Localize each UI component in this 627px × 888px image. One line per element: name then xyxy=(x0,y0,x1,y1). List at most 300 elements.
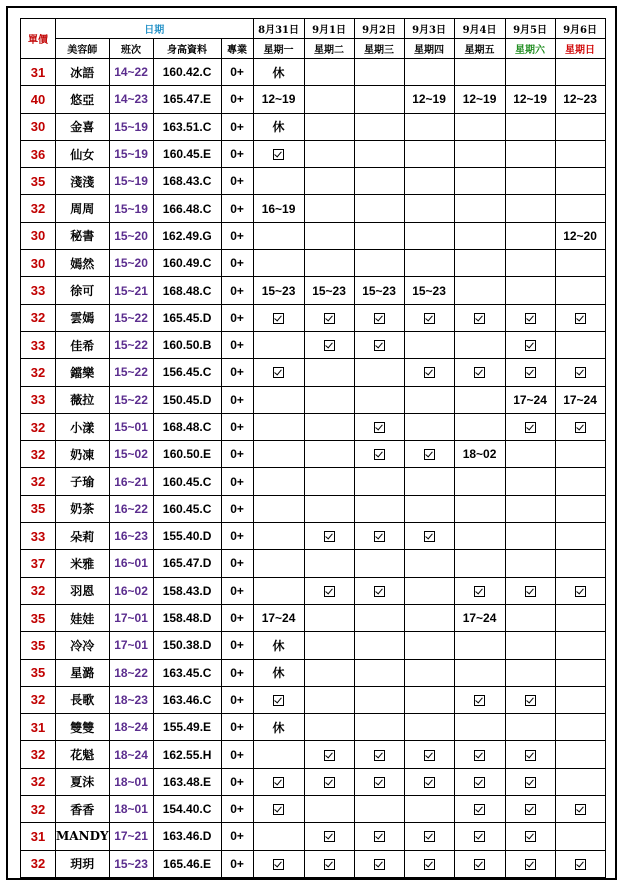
price-cell: 33 xyxy=(21,331,56,358)
schedule-cell xyxy=(304,250,354,277)
schedule-cell xyxy=(304,59,354,86)
profile-cell: 165.47.E xyxy=(153,86,221,113)
schedule-cell-checked xyxy=(304,331,354,358)
schedule-cell xyxy=(454,250,505,277)
beautician-name: 長歌 xyxy=(56,686,110,713)
table-row xyxy=(21,413,606,440)
schedule-cell xyxy=(505,495,555,522)
schedule-cell xyxy=(404,331,454,358)
schedule-cell: 15~23 xyxy=(304,277,354,304)
schedule-cell xyxy=(354,796,404,823)
schedule-cell xyxy=(505,222,555,249)
schedule-cell: 16~19 xyxy=(253,195,304,222)
schedule-cell xyxy=(555,113,605,140)
schedule-cell xyxy=(304,386,354,413)
schedule-cell xyxy=(404,632,454,659)
schedule-cell-checked xyxy=(404,768,454,795)
beautician-name: 淺淺 xyxy=(56,168,110,195)
checkbox-checked-icon xyxy=(525,695,536,706)
checkbox-checked-icon xyxy=(474,367,485,378)
schedule-cell xyxy=(253,823,304,850)
shift-cell: 15~22 xyxy=(109,359,153,386)
weekday-header: 星期三 xyxy=(354,39,404,59)
shift-cell: 15~19 xyxy=(109,195,153,222)
schedule-cell xyxy=(253,250,304,277)
schedule-cell xyxy=(354,659,404,686)
schedule-cell xyxy=(505,468,555,495)
beautician-name: 子瑜 xyxy=(56,468,110,495)
schedule-cell-checked xyxy=(505,413,555,440)
beautician-name: 嫣然 xyxy=(56,250,110,277)
checkbox-checked-icon xyxy=(374,313,385,324)
schedule-cell xyxy=(253,222,304,249)
specialty-cell: 0+ xyxy=(221,222,253,249)
specialty-cell: 0+ xyxy=(221,59,253,86)
price-cell: 35 xyxy=(21,168,56,195)
schedule-cell xyxy=(404,686,454,713)
schedule-cell: 休 xyxy=(253,714,304,741)
beautician-name: 雙雙 xyxy=(56,714,110,741)
schedule-cell-checked xyxy=(304,577,354,604)
table-row xyxy=(21,168,606,195)
schedule-cell xyxy=(404,250,454,277)
schedule-cell: 12~20 xyxy=(555,222,605,249)
price-cell: 37 xyxy=(21,550,56,577)
weekday-header: 星期二 xyxy=(304,39,354,59)
schedule-cell-checked xyxy=(404,523,454,550)
shift-cell: 15~19 xyxy=(109,113,153,140)
schedule-cell xyxy=(505,441,555,468)
profile-header: 身高資料 xyxy=(153,39,221,59)
beautician-name: 玥玥 xyxy=(56,850,110,877)
schedule-cell xyxy=(505,659,555,686)
schedule-cell xyxy=(555,632,605,659)
specialty-cell: 0+ xyxy=(221,796,253,823)
schedule-cell xyxy=(354,386,404,413)
schedule-cell-checked xyxy=(555,413,605,440)
schedule-cell xyxy=(454,168,505,195)
checkbox-checked-icon xyxy=(525,586,536,597)
beautician-name: 朵莉 xyxy=(56,523,110,550)
schedule-cell xyxy=(304,441,354,468)
schedule-cell xyxy=(404,659,454,686)
checkbox-checked-icon xyxy=(374,531,385,542)
schedule-cell-checked xyxy=(253,359,304,386)
profile-cell: 156.45.C xyxy=(153,359,221,386)
specialty-cell: 0+ xyxy=(221,468,253,495)
schedule-cell xyxy=(354,140,404,167)
checkbox-checked-icon xyxy=(273,859,284,870)
shift-cell: 18~01 xyxy=(109,796,153,823)
beautician-name: 奶茶 xyxy=(56,495,110,522)
schedule-cell xyxy=(304,359,354,386)
price-cell: 33 xyxy=(21,277,56,304)
schedule-cell: 17~24 xyxy=(454,604,505,631)
checkbox-checked-icon xyxy=(525,804,536,815)
checkbox-checked-icon xyxy=(525,422,536,433)
schedule-cell xyxy=(454,222,505,249)
price-cell: 40 xyxy=(21,86,56,113)
checkbox-checked-icon xyxy=(575,859,586,870)
checkbox-checked-icon xyxy=(324,750,335,761)
checkbox-checked-icon xyxy=(575,804,586,815)
table-row xyxy=(21,195,606,222)
schedule-cell xyxy=(253,577,304,604)
date-col-header: 9月1日 xyxy=(304,19,354,39)
beautician-name: 佳希 xyxy=(56,331,110,358)
beautician-name: 秘書 xyxy=(56,222,110,249)
schedule-cell xyxy=(304,222,354,249)
shift-cell: 15~22 xyxy=(109,304,153,331)
schedule-cell xyxy=(454,659,505,686)
profile-cell: 160.45.C xyxy=(153,495,221,522)
schedule-cell-checked xyxy=(354,850,404,877)
checkbox-checked-icon xyxy=(575,422,586,433)
checkbox-checked-icon xyxy=(424,831,435,842)
beautician-name: 香香 xyxy=(56,796,110,823)
schedule-cell xyxy=(505,632,555,659)
shift-cell: 18~24 xyxy=(109,741,153,768)
price-cell: 32 xyxy=(21,304,56,331)
schedule-cell: 12~23 xyxy=(555,86,605,113)
price-cell: 33 xyxy=(21,523,56,550)
specialty-header: 專業 xyxy=(221,39,253,59)
schedule-cell xyxy=(555,523,605,550)
schedule-cell xyxy=(304,550,354,577)
schedule-cell-checked xyxy=(454,741,505,768)
schedule-cell xyxy=(555,686,605,713)
table-row xyxy=(21,304,606,331)
shift-cell: 17~21 xyxy=(109,823,153,850)
schedule-cell-checked xyxy=(555,796,605,823)
specialty-cell: 0+ xyxy=(221,386,253,413)
specialty-cell: 0+ xyxy=(221,686,253,713)
checkbox-checked-icon xyxy=(424,531,435,542)
profile-cell: 160.45.C xyxy=(153,468,221,495)
checkbox-checked-icon xyxy=(424,750,435,761)
schedule-cell-checked xyxy=(304,523,354,550)
table-row xyxy=(21,796,606,823)
specialty-cell: 0+ xyxy=(221,659,253,686)
schedule-cell xyxy=(454,277,505,304)
weekday-header: 星期四 xyxy=(404,39,454,59)
schedule-cell xyxy=(354,168,404,195)
weekday-header-saturday: 星期六 xyxy=(505,39,555,59)
price-cell: 32 xyxy=(21,359,56,386)
price-cell: 32 xyxy=(21,796,56,823)
price-cell: 32 xyxy=(21,741,56,768)
specialty-cell: 0+ xyxy=(221,441,253,468)
date-col-header: 9月4日 xyxy=(454,19,505,39)
schedule-cell xyxy=(253,413,304,440)
checkbox-checked-icon xyxy=(474,695,485,706)
schedule-cell-checked xyxy=(253,140,304,167)
schedule-cell: 休 xyxy=(253,59,304,86)
profile-cell: 163.46.D xyxy=(153,823,221,850)
checkbox-checked-icon xyxy=(424,859,435,870)
profile-cell: 154.40.C xyxy=(153,796,221,823)
table-row xyxy=(21,714,606,741)
schedule-cell xyxy=(404,796,454,823)
schedule-cell xyxy=(555,168,605,195)
schedule-cell-checked xyxy=(404,359,454,386)
date-col-header: 9月2日 xyxy=(354,19,404,39)
date-col-header: 9月5日 xyxy=(505,19,555,39)
schedule-cell-checked xyxy=(354,823,404,850)
shift-cell: 16~22 xyxy=(109,495,153,522)
schedule-cell xyxy=(454,468,505,495)
table-row xyxy=(21,659,606,686)
schedule-cell xyxy=(304,468,354,495)
schedule-cell xyxy=(505,250,555,277)
checkbox-checked-icon xyxy=(273,804,284,815)
schedule-cell xyxy=(404,495,454,522)
beautician-name: 周周 xyxy=(56,195,110,222)
specialty-cell: 0+ xyxy=(221,331,253,358)
schedule-cell: 休 xyxy=(253,113,304,140)
schedule-cell xyxy=(404,604,454,631)
shift-cell: 16~01 xyxy=(109,550,153,577)
table-row xyxy=(21,604,606,631)
table-row xyxy=(21,331,606,358)
profile-cell: 158.43.D xyxy=(153,577,221,604)
beautician-name: 薇拉 xyxy=(56,386,110,413)
schedule-cell-checked xyxy=(454,359,505,386)
specialty-cell: 0+ xyxy=(221,632,253,659)
specialty-cell: 0+ xyxy=(221,523,253,550)
schedule-cell xyxy=(404,195,454,222)
checkbox-checked-icon xyxy=(324,340,335,351)
checkbox-checked-icon xyxy=(374,449,385,460)
checkbox-checked-icon xyxy=(324,531,335,542)
schedule-cell-checked xyxy=(304,823,354,850)
schedule-cell xyxy=(454,140,505,167)
schedule-cell xyxy=(555,468,605,495)
schedule-cell xyxy=(454,495,505,522)
schedule-cell xyxy=(354,495,404,522)
schedule-cell xyxy=(454,195,505,222)
date-col-header: 9月3日 xyxy=(404,19,454,39)
table-row xyxy=(21,113,606,140)
beautician-name: 徐可 xyxy=(56,277,110,304)
schedule-cell-checked xyxy=(505,577,555,604)
price-cell: 32 xyxy=(21,577,56,604)
checkbox-checked-icon xyxy=(474,859,485,870)
schedule-cell xyxy=(354,632,404,659)
schedule-cell-checked xyxy=(454,304,505,331)
schedule-cell-checked xyxy=(354,741,404,768)
profile-cell: 168.48.C xyxy=(153,413,221,440)
price-cell: 32 xyxy=(21,850,56,877)
schedule-cell xyxy=(454,523,505,550)
table-row xyxy=(21,386,606,413)
checkbox-checked-icon xyxy=(374,750,385,761)
schedule-cell-checked xyxy=(354,768,404,795)
checkbox-checked-icon xyxy=(273,149,284,160)
specialty-cell: 0+ xyxy=(221,250,253,277)
schedule-cell-checked xyxy=(404,741,454,768)
schedule-cell xyxy=(555,659,605,686)
schedule-cell-checked xyxy=(354,441,404,468)
beautician-name: 雲嫣 xyxy=(56,304,110,331)
specialty-cell: 0+ xyxy=(221,768,253,795)
schedule-cell xyxy=(304,140,354,167)
price-cell: 30 xyxy=(21,250,56,277)
shift-cell: 17~01 xyxy=(109,604,153,631)
specialty-cell: 0+ xyxy=(221,277,253,304)
schedule-cell xyxy=(304,796,354,823)
schedule-cell xyxy=(354,86,404,113)
schedule-cell: 休 xyxy=(253,659,304,686)
checkbox-checked-icon xyxy=(525,777,536,788)
specialty-cell: 0+ xyxy=(221,741,253,768)
checkbox-checked-icon xyxy=(474,777,485,788)
shift-cell: 15~01 xyxy=(109,413,153,440)
price-cell: 32 xyxy=(21,441,56,468)
specialty-cell: 0+ xyxy=(221,714,253,741)
schedule-cell xyxy=(404,550,454,577)
schedule-cell-checked xyxy=(304,741,354,768)
price-cell: 32 xyxy=(21,468,56,495)
price-cell: 30 xyxy=(21,113,56,140)
schedule-cell-checked xyxy=(253,850,304,877)
schedule-cell xyxy=(454,413,505,440)
price-cell: 33 xyxy=(21,386,56,413)
price-header: 單價 xyxy=(21,19,56,59)
schedule-cell: 17~24 xyxy=(253,604,304,631)
checkbox-checked-icon xyxy=(575,313,586,324)
checkbox-checked-icon xyxy=(374,859,385,870)
schedule-cell xyxy=(304,604,354,631)
table-row xyxy=(21,632,606,659)
schedule-cell xyxy=(454,113,505,140)
price-cell: 31 xyxy=(21,59,56,86)
schedule-cell xyxy=(555,550,605,577)
shift-header: 班次 xyxy=(109,39,153,59)
schedule-cell xyxy=(304,113,354,140)
price-cell: 32 xyxy=(21,686,56,713)
beautician-name: 夏沫 xyxy=(56,768,110,795)
schedule-cell xyxy=(354,550,404,577)
schedule-cell xyxy=(454,59,505,86)
schedule-cell-checked xyxy=(505,850,555,877)
price-cell: 31 xyxy=(21,714,56,741)
shift-cell: 14~22 xyxy=(109,59,153,86)
shift-cell: 15~19 xyxy=(109,140,153,167)
shift-cell: 18~24 xyxy=(109,714,153,741)
specialty-cell: 0+ xyxy=(221,577,253,604)
schedule-cell xyxy=(304,714,354,741)
profile-cell: 162.55.H xyxy=(153,741,221,768)
schedule-cell-checked xyxy=(404,441,454,468)
schedule-cell-checked xyxy=(304,768,354,795)
schedule-cell-checked xyxy=(505,359,555,386)
schedule-cell xyxy=(505,604,555,631)
checkbox-checked-icon xyxy=(324,859,335,870)
schedule-cell-checked xyxy=(354,577,404,604)
checkbox-checked-icon xyxy=(474,831,485,842)
beautician-name: MANDY xyxy=(56,823,110,850)
shift-cell: 16~02 xyxy=(109,577,153,604)
checkbox-checked-icon xyxy=(525,750,536,761)
checkbox-checked-icon xyxy=(374,422,385,433)
schedule-cell xyxy=(404,386,454,413)
profile-cell: 165.45.D xyxy=(153,304,221,331)
schedule-cell: 12~19 xyxy=(404,86,454,113)
schedule-cell xyxy=(304,168,354,195)
checkbox-checked-icon xyxy=(374,777,385,788)
price-cell: 36 xyxy=(21,140,56,167)
table-row xyxy=(21,768,606,795)
schedule-cell: 15~23 xyxy=(404,277,454,304)
profile-cell: 160.49.C xyxy=(153,250,221,277)
shift-cell: 16~21 xyxy=(109,468,153,495)
schedule-cell xyxy=(454,550,505,577)
schedule-cell xyxy=(253,386,304,413)
schedule-cell-checked xyxy=(454,823,505,850)
price-cell: 30 xyxy=(21,222,56,249)
profile-cell: 158.48.D xyxy=(153,604,221,631)
beautician-name: 金喜 xyxy=(56,113,110,140)
schedule-cell xyxy=(555,59,605,86)
table-row xyxy=(21,850,606,877)
schedule-cell-checked xyxy=(454,577,505,604)
profile-cell: 166.48.C xyxy=(153,195,221,222)
profile-cell: 165.47.D xyxy=(153,550,221,577)
shift-cell: 16~23 xyxy=(109,523,153,550)
shift-cell: 17~01 xyxy=(109,632,153,659)
schedule-cell: 15~23 xyxy=(354,277,404,304)
schedule-cell xyxy=(354,250,404,277)
profile-cell: 150.38.D xyxy=(153,632,221,659)
profile-cell: 163.48.E xyxy=(153,768,221,795)
schedule-cell-checked xyxy=(253,304,304,331)
schedule-cell: 17~24 xyxy=(505,386,555,413)
schedule-cell xyxy=(404,59,454,86)
schedule-cell-checked xyxy=(555,577,605,604)
price-cell: 35 xyxy=(21,632,56,659)
table-row xyxy=(21,550,606,577)
specialty-cell: 0+ xyxy=(221,823,253,850)
schedule-cell xyxy=(354,359,404,386)
shift-cell: 14~23 xyxy=(109,86,153,113)
checkbox-checked-icon xyxy=(575,367,586,378)
schedule-cell xyxy=(555,331,605,358)
schedule-cell xyxy=(253,168,304,195)
checkbox-checked-icon xyxy=(273,367,284,378)
beautician-name: 羽恩 xyxy=(56,577,110,604)
schedule-cell xyxy=(505,195,555,222)
schedule-cell: 12~19 xyxy=(505,86,555,113)
profile-cell: 163.45.C xyxy=(153,659,221,686)
schedule-cell xyxy=(505,277,555,304)
beautician-name: 冰語 xyxy=(56,59,110,86)
shift-cell: 18~01 xyxy=(109,768,153,795)
checkbox-checked-icon xyxy=(324,831,335,842)
beautician-name: 花魁 xyxy=(56,741,110,768)
schedule-cell xyxy=(505,550,555,577)
checkbox-checked-icon xyxy=(324,777,335,788)
schedule-cell xyxy=(555,195,605,222)
schedule-cell: 休 xyxy=(253,632,304,659)
schedule-cell xyxy=(454,331,505,358)
schedule-cell-checked xyxy=(555,850,605,877)
checkbox-checked-icon xyxy=(575,586,586,597)
profile-cell: 160.50.B xyxy=(153,331,221,358)
schedule-cell-checked xyxy=(505,304,555,331)
schedule-cell: 17~24 xyxy=(555,386,605,413)
schedule-cell-checked xyxy=(505,768,555,795)
